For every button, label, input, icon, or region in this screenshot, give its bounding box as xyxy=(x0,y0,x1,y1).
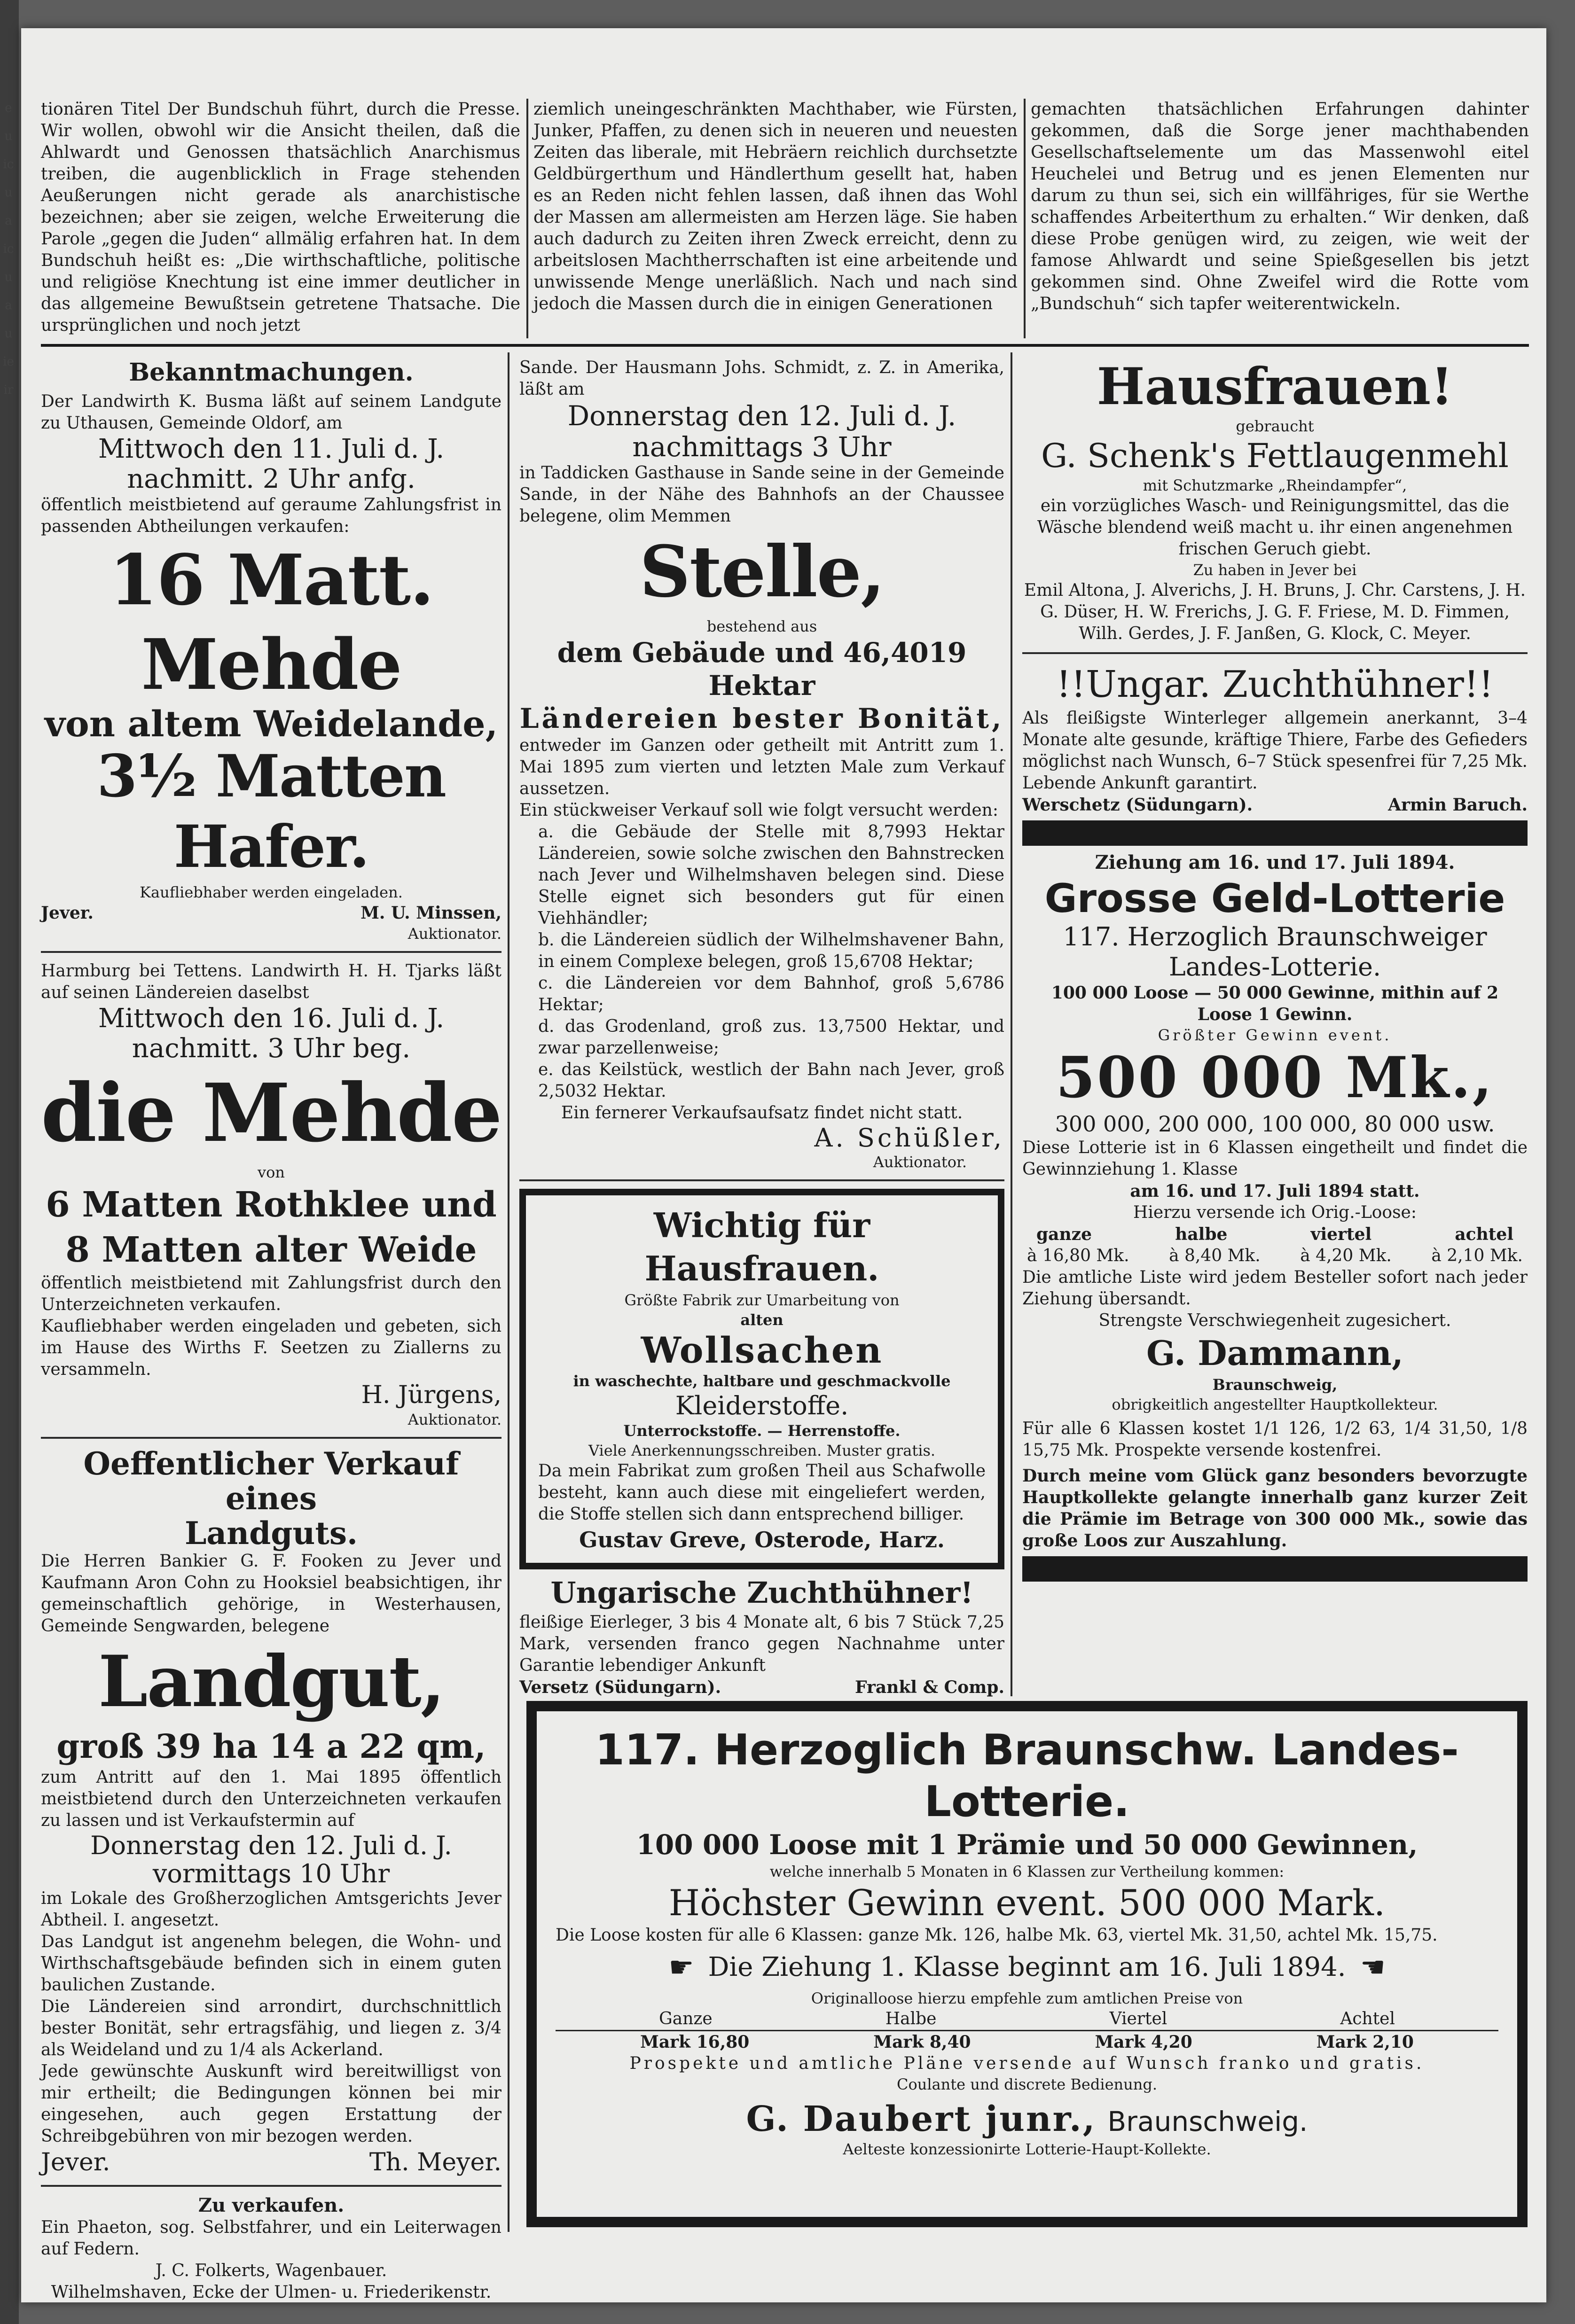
ad-role: obrigkeitlich angestellter Hauptkollekteur. xyxy=(1112,1396,1438,1413)
ad-signature: H. Jürgens, xyxy=(361,1381,501,1409)
ad-city: Braunschweig, xyxy=(1212,1376,1338,1394)
ad-headline: 117. Herzoglich Braunschw. Landes-Lotterie. xyxy=(595,1725,1459,1826)
column-rule xyxy=(508,352,509,2232)
ad-text: Hierzu versende ich Orig.-Loose: xyxy=(1133,1203,1417,1222)
ad-line: Unterrockstoffe. — Herrenstoffe. xyxy=(623,1422,901,1440)
price-value: à 2,10 Mk. xyxy=(1431,1246,1523,1265)
ads-column-2 xyxy=(519,357,1004,1698)
ad-headline: !!Ungar. Zuchthühner!! xyxy=(1056,663,1494,706)
ad-alten: alten xyxy=(740,1311,784,1329)
ad-line: dem Gebäude und 46,4019 Hektar xyxy=(557,637,967,702)
price-value: Mark 8,40 xyxy=(873,2032,971,2052)
ad-text: entweder im Ganzen oder getheilt mit Antritt zum 1. Mai 1895 zum vierten und letzten Male zum Verkauf aussetzen. xyxy=(519,736,1004,798)
bottom-lottery-box xyxy=(526,1701,1528,2227)
ad-place: Versetz (Südungarn). xyxy=(519,1677,721,1697)
ad-size: groß 39 ha 14 a 22 qm, xyxy=(56,1727,486,1766)
divider xyxy=(41,2185,501,2187)
ad-line: Zu haben in Jever bei xyxy=(1193,561,1357,579)
ad-line: 300 000, 200 000, 100 000, 80 000 usw. xyxy=(1055,1111,1495,1137)
ad-brand: G. Schenk's Fettlaugenmehl xyxy=(1041,437,1509,475)
margin-mark: u xyxy=(4,186,13,200)
ad-line: Die Ziehung 1. Klasse beginnt am 16. Juli 1894. xyxy=(708,1952,1346,1982)
ads-column-1 xyxy=(41,357,501,2303)
price-label: Halbe xyxy=(885,2009,937,2028)
top-column-3: gemachten thatsächlichen Erfahrungen dahinter gekommen, daß die Sorge jener machthabenden Gesellschaftselemente um das Massenwohl eitel Heuchelei und Betrug und es jenen Elementen nur darum zu thun sei, sich ein willfähriges, für sie Werthe schaffendes Arbeiterthum zu erhalten.“ Wir denken, daß diese Probe genügen wird, zu zeigen, wie weit der famose Ahlwardt und seine Spießgesellen bis jetzt gekommen sind. Ohne Zweifel wird die Rotte vom „Bundschuh“ sich tapfer weiterentwickeln. xyxy=(1031,100,1529,313)
ad-signature: G. Daubert junr., xyxy=(746,2099,1097,2139)
ad-signature: J. C. Folkerts, Wagenbauer. xyxy=(155,2261,387,2280)
price-label: Ganze xyxy=(659,2009,713,2028)
pointing-hand-icon: ☛ xyxy=(668,1951,694,1984)
margin-mark: a xyxy=(5,298,12,312)
newspaper-page xyxy=(21,28,1546,2302)
ad-dealers: Emil Altona, J. Alverichs, J. H. Bruns, J. Chr. Carstens, J. H. G. Düser, H. W. Frerichs, J. G. F. Friese, M. D. Fimmen, Wilh. Gerdes, J. F. Janßen, G. Klock, C. Meyer. xyxy=(1024,581,1526,643)
ad-von: von xyxy=(258,1163,285,1181)
ad-line: 6 Matten Rothklee und xyxy=(46,1185,497,1225)
margin-mark: ic xyxy=(3,157,14,172)
ad-headline: Landgut, xyxy=(98,1640,445,1723)
ad-line: Originalloose hierzu empfehle zum amtlichen Preise von xyxy=(811,1989,1243,2007)
margin-mark: ic xyxy=(3,242,14,256)
ad-text: 100 000 Loose — 50 000 Gewinne, mithin auf 2 Loose 1 Gewinn. xyxy=(1051,983,1499,1024)
ad-headline: Ungarische Zuchthühner! xyxy=(550,1575,973,1610)
margin-mark: u xyxy=(4,270,13,284)
ad-subtitle: bestehend aus xyxy=(706,617,817,635)
black-bar xyxy=(1022,820,1528,846)
ad-city: Braunschweig. xyxy=(1107,2106,1308,2137)
price-value: à 4,20 Mk. xyxy=(1300,1246,1392,1265)
price-label: viertel xyxy=(1310,1224,1372,1244)
ad-big-amount: 500 000 Mk., xyxy=(1056,1045,1494,1111)
ad-headline: 16 Matt. Mehde xyxy=(109,539,433,705)
price-value: à 8,40 Mk. xyxy=(1169,1246,1261,1265)
ad-role: Auktionator. xyxy=(407,1411,501,1428)
ad-line: in waschechte, haltbare und geschmackvolle xyxy=(573,1372,951,1390)
ad-text: am 16. und 17. Juli 1894 statt. xyxy=(1130,1181,1420,1201)
ad-intro: Sande. Der Hausmann Johs. Schmidt, z. Z. in Amerika, läßt am xyxy=(519,358,1004,399)
price-label: Achtel xyxy=(1340,2009,1395,2028)
price-value: Mark 16,80 xyxy=(640,2032,750,2052)
ad-date: Ziehung am 16. und 17. Juli 1894. xyxy=(1095,851,1455,873)
list-item: e. das Keilstück, westlich der Bahn nach Jever, groß 2,5032 Hektar. xyxy=(538,1060,1004,1101)
ad-footer: Aelteste konzessionirte Lotterie-Haupt-Kollekte. xyxy=(843,2140,1211,2158)
divider xyxy=(519,1179,1004,1181)
ad-subtitle: Größte Fabrik zur Umarbeitung von xyxy=(624,1291,900,1309)
column-rule xyxy=(526,99,528,338)
ad-headline: Landguts. xyxy=(184,1515,358,1552)
ad-signature: M. U. Minssen, xyxy=(360,903,501,923)
list-item: d. das Grodenland, groß zus. 13,7500 Hektar, und zwar parzellenweise; xyxy=(538,1017,1004,1058)
ad-headline: Hausfrauen! xyxy=(1097,357,1453,416)
margin-mark: ir xyxy=(3,383,14,397)
ad-date: Donnerstag den 12. Juli d. J. xyxy=(567,400,956,432)
ad-line: Höchster Gewinn event. 500 000 Mark. xyxy=(668,1882,1386,1924)
ad-text: Ein stückweiser Verkauf soll wie folgt versucht werden: xyxy=(519,801,998,820)
ad-text: ein vorzügliches Wasch- und Reinigungsmittel, das die Wäsche blendend weiß macht u. ihr einen angenehmen frischen Geruch giebt. xyxy=(1037,496,1513,559)
ad-signature: Armin Baruch. xyxy=(1388,795,1528,815)
ad-headline: Grosse Geld-Lotterie xyxy=(1044,875,1505,921)
ad-terms: öffentlich meistbietend mit Zahlungsfrist durch den Unterzeichneten verkaufen. xyxy=(41,1273,501,1314)
ad-text: Strengste Verschwiegenheit zugesichert. xyxy=(1098,1311,1451,1330)
ad-invite: Kaufliebhaber werden eingeladen und gebeten, sich im Hause des Wirths F. Seetzen zu Ziallerns zu versammeln. xyxy=(41,1317,501,1379)
ad-line: Größter Gewinn event. xyxy=(1158,1026,1392,1044)
page-spine xyxy=(0,0,19,2324)
ads-column-3 xyxy=(1022,357,1528,1586)
ad-signature: Gustav Greve, Osterode, Harz. xyxy=(579,1527,945,1552)
ad-text: Durch meine vom Glück ganz besonders bevorzugte Hauptkollekte gelangte innerhalb ganz kurzer Zeit die Prämie im Betrage von 300 000 Mk., sowie das große Loos zur Auszahlung. xyxy=(1022,1466,1528,1551)
margin-mark: a xyxy=(5,214,12,228)
ad-headline: Oeffentlicher Verkauf eines xyxy=(83,1445,459,1517)
ad-terms: öffentlich meistbietend auf geraume Zahlungsfrist in passenden Abtheilungen verkaufen: xyxy=(41,495,501,536)
price-value: Mark 4,20 xyxy=(1095,2032,1192,2052)
ad-intro: Der Landwirth K. Busma läßt auf seinem Landgute zu Uthausen, Gemeinde Oldorf, am xyxy=(41,392,501,433)
ad-text: Die amtliche Liste wird jedem Besteller sofort nach jeder Ziehung übersandt. xyxy=(1022,1268,1528,1309)
pointing-hand-icon: ☛ xyxy=(1360,1951,1386,1984)
price-label: achtel xyxy=(1455,1224,1513,1244)
ad-headline: Zu verkaufen. xyxy=(198,2194,345,2216)
price-value: à 16,80 Mk. xyxy=(1027,1246,1129,1265)
margin-marks xyxy=(0,94,17,404)
list-item: c. die Ländereien vor dem Bahnhof, groß 5,6786 Hektar; xyxy=(538,974,1004,1014)
ad-subtitle: gebraucht xyxy=(1236,417,1314,435)
ad-text: Diese Lotterie ist in 6 Klassen eingetheilt und findet die Gewinnziehung 1. Klasse xyxy=(1022,1138,1528,1179)
list-item: a. die Gebäude der Stelle mit 8,7993 Hektar Ländereien, sowie solche zwischen den Bahnstrecken nach Jever und Wilhelmshaven belegen sind. Diese Stelle eignet sich besonders gut für einen Viehhändler; xyxy=(538,822,1004,928)
ad-line: welche innerhalb 5 Monaten in 6 Klassen zur Vertheilung kommen: xyxy=(769,1863,1285,1880)
ad-time: vormittags 10 Uhr xyxy=(152,1859,390,1888)
ad-subline: von altem Weidelande, xyxy=(44,703,498,745)
margin-mark: e xyxy=(5,101,12,115)
top-column-2: ziemlich uneingeschränkten Machthaber, wie Fürsten, Junker, Pfaffen, zu denen sich in neueren und neuesten Zeiten das liberale, mit Hebräern reichlich durchsetzte Geldbürgerthum und Händlerthum gesellt hat, haben es an Reden nicht fehlen lassen, daß ihnen das Wohl der Massen am allermeisten am Herzen läge. Sie haben auch dadurch zu Zeiten ihren Zweck erreicht, denn zu arbeitslosen Machtherrschaften ist eine arbeitende und unwissende Menge unerläßlich. Nach und nach sind jedoch die Massen durch die in einigen Generationen xyxy=(533,100,1018,313)
ad-line: Coulante und discrete Bedienung. xyxy=(897,2075,1157,2093)
ad-text: Die Ländereien sind arrondirt, durchschnittlich bester Bonität, sehr ertragsfähig, und liegen z. 3/4 als Weideland und zu 1/4 als Ackerland. xyxy=(41,1997,501,2059)
ad-headline: Stelle, xyxy=(639,530,885,613)
ad-signature: G. Dammann, xyxy=(1146,1333,1403,1373)
margin-mark: u xyxy=(4,327,13,341)
ad-invite: Kaufliebhaber werden eingeladen. xyxy=(140,883,403,901)
margin-mark: ie xyxy=(3,355,14,369)
ad-sub: Landes-Lotterie. xyxy=(1168,952,1381,982)
price-label: halbe xyxy=(1175,1224,1228,1244)
list-item: b. die Ländereien südlich der Wilhelmshavener Bahn, in einem Complexe belegen, groß 15,6708 Hektar; xyxy=(538,930,1004,971)
price-label: ganze xyxy=(1036,1224,1092,1244)
ad-place: Jever. xyxy=(41,2148,110,2176)
divider xyxy=(41,1437,501,1439)
ad-line: Ländereien bester Bonität, xyxy=(519,702,1004,734)
ad-text: Jede gewünschte Auskunft wird bereitwilligst von mir ertheilt; die Bedingungen können bei mir eingesehen, auch gegen Erstattung der Schreibgebühren von mir bezogen werden. xyxy=(41,2062,501,2146)
ad-text: Die Loose kosten für alle 6 Klassen: ganze Mk. 126, halbe Mk. 63, viertel Mk. 31,50, achtel Mk. 15,75. xyxy=(556,1926,1438,1945)
ad-date: Mittwoch den 11. Juli d. J. xyxy=(98,434,445,464)
ad-text: im Lokale des Großherzoglichen Amtsgerichts Jever Abtheil. I. angesetzt. xyxy=(41,1889,501,1930)
ad-place: Werschetz (Südungarn). xyxy=(1022,795,1253,815)
ad-line: Prospekte und amtliche Pläne versende auf Wunsch franko und gratis. xyxy=(629,2054,1425,2073)
ad-text: Als fleißigste Winterleger allgemein anerkannt, 3–4 Monate alte gesunde, kräftige Thiere, Farbe des Gefieders möglichst nach Wunsch, 6–7 Stück spesenfrei für 7,25 Mk. Lebende Ankunft garantirt. xyxy=(1022,709,1528,793)
ad-headline: die Mehde xyxy=(41,1066,501,1160)
section-heading: Bekanntmachungen. xyxy=(129,358,414,387)
ad-text: fleißige Eierleger, 3 bis 4 Monate alt, 6 bis 7 Stück 7,25 Mark, versenden franco gegen Nachnahme unter Garantie lebendiger Ankunft xyxy=(519,1613,1004,1675)
section-divider xyxy=(41,344,1529,347)
divider xyxy=(1022,652,1528,654)
ad-sub: 117. Herzoglich Braunschweiger xyxy=(1063,922,1487,951)
ad-line: 8 Matten alter Weide xyxy=(65,1230,477,1270)
column-rule xyxy=(1011,352,1012,1696)
ad-line: 100 000 Loose mit 1 Prämie und 50 000 Gewinnen, xyxy=(636,1829,1418,1861)
black-bar xyxy=(1022,1556,1528,1582)
ad-text: Da mein Fabrikat zum großen Theil aus Schafwolle besteht, kann auch diese mit eingeliefert werden, die Stoffe stellen sich dann entsprechend billiger. xyxy=(538,1461,986,1524)
ad-date: Donnerstag den 12. Juli d. J. xyxy=(90,1831,452,1860)
ad-signature: Frankl & Comp. xyxy=(854,1677,1004,1697)
divider xyxy=(41,951,501,953)
ad-line: mit Schutzmarke „Rheindampfer“, xyxy=(1143,476,1407,494)
ad-role: Auktionator. xyxy=(407,925,501,943)
ad-headline: 3½ Matten Hafer. xyxy=(97,742,446,881)
ad-intro: Die Herren Bankier G. F. Fooken zu Jever und Kaufmann Aron Cohn zu Hooksiel beabsichtigen, ihr gemeinschaftlich gehörige, in Westerhausen, Gemeinde Sengwarden, belegene xyxy=(41,1552,501,1636)
top-column-1: tionären Titel Der Bundschuh führt, durch die Presse. Wir wollen, obwohl wir die Ansicht theilen, daß die Ahlwardt und Genossen thatsächlich Anarchismus treiben, die augenblicklich in Frage stehenden Aeußerungen nicht gerade als anarchistische bezeichnen; aber sie zeigen, welche Erweiterung die Parole „gegen die Juden“ allmälig erfahren hat. In dem Bundschuh heißt es: „Die wirthschaftliche, politische und religiöse Knechtung ist eine immer deutlicher in das allgemeine Bewußtsein getretene Thatsache. Die ursprünglichen und noch jetzt xyxy=(41,100,520,335)
price-label: Viertel xyxy=(1109,2009,1168,2028)
ad-big-word: Wollsachen xyxy=(641,1329,883,1371)
ad-text: Ein Phaeton, sog. Selbstfahrer, und ein Leiterwagen auf Federn. xyxy=(41,2218,501,2259)
ad-signature: A. Schüßler, xyxy=(814,1123,1004,1153)
ad-signature: Th. Meyer. xyxy=(369,2148,501,2176)
ad-text: zum Antritt auf den 1. Mai 1895 öffentlich meistbietend durch den Unterzeichneten verkaufen zu lassen und ist Verkaufstermin auf xyxy=(41,1768,501,1830)
ad-line: Viele Anerkennungsschreiben. Muster gratis. xyxy=(588,1442,936,1459)
ad-time: nachmitt. 2 Uhr anfg. xyxy=(127,464,415,494)
price-value: Mark 2,10 xyxy=(1316,2032,1414,2052)
ad-note: Ein fernerer Verkaufsaufsatz findet nicht statt. xyxy=(561,1103,963,1123)
ad-time: nachmitt. 3 Uhr beg. xyxy=(132,1033,411,1064)
margin-mark: u xyxy=(4,129,13,143)
wollsachen-ad-box xyxy=(519,1189,1004,1569)
ad-time: nachmittags 3 Uhr xyxy=(632,431,892,463)
ad-role: Auktionator. xyxy=(873,1153,967,1171)
ad-date: Mittwoch den 16. Juli d. J. xyxy=(98,1003,445,1034)
ad-place: Jever. xyxy=(41,903,94,923)
ad-line: Kleiderstoffe. xyxy=(675,1391,849,1420)
ad-intro: Harmburg bei Tettens. Landwirth H. H. Tjarks läßt auf seinen Ländereien daselbst xyxy=(41,961,501,1002)
ad-place: in Taddicken Gasthause in Sande seine in der Gemeinde Sande, in der Nähe des Bahnhofs an der Chaussee belegene, olim Memmen xyxy=(519,463,1004,526)
column-rule xyxy=(1024,99,1026,338)
ad-headline: Wichtig für Hausfrauen. xyxy=(644,1205,879,1288)
ad-address: Wilhelmshaven, Ecke der Ulmen- u. Friederikenstr. xyxy=(51,2283,492,2302)
ad-text: Für alle 6 Klassen kostet 1/1 126, 1/2 63, 1/4 31,50, 1/8 15,75 Mk. Prospekte versende kostenfrei. xyxy=(1022,1419,1528,1460)
ad-text: Das Landgut ist angenehm belegen, die Wohn- und Wirthschaftsgebäude befinden sich in einem guten baulichen Zustande. xyxy=(41,1932,501,1995)
